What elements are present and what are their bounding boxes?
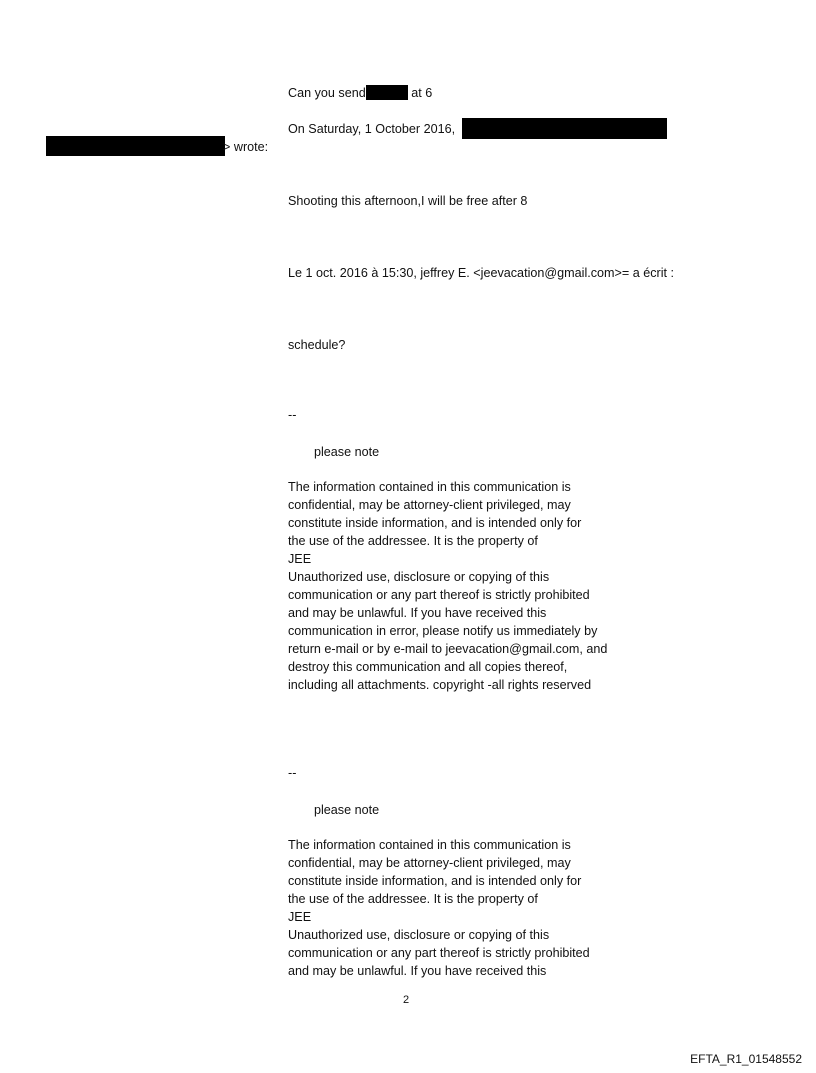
disclaimer-line: constitute inside information, and is intended only for (288, 874, 582, 888)
disclaimer-line: confidential, may be attorney-client privileged, may (288, 856, 571, 870)
message-schedule: schedule? (288, 338, 346, 352)
page-number: 2 (403, 994, 410, 1006)
disclaimer-line: and may be unlawful. If you have received this (288, 606, 547, 620)
disclaimer-body (288, 836, 590, 980)
reply-header-wrote: > wrote: (223, 140, 269, 154)
signature-separator: -- (288, 766, 297, 780)
disclaimer-line: The information contained in this communication is (288, 838, 571, 852)
disclaimer-line: constitute inside information, and is intended only for (288, 516, 582, 530)
disclaimer-heading: please note (314, 803, 380, 817)
redaction-box (366, 85, 408, 100)
disclaimer-line: JEE (288, 552, 312, 566)
disclaimer-line: the use of the addressee. It is the property of (288, 534, 538, 548)
disclaimer-line: return e-mail or by e-mail to jeevacation@gmail.com, and (288, 642, 608, 656)
disclaimer-line: including all attachments. copyright -all rights reserved (288, 678, 592, 692)
disclaimer-line: Unauthorized use, disclosure or copying of this (288, 570, 550, 584)
disclaimer-line: communication or any part thereof is strictly prohibited (288, 588, 590, 602)
disclaimer-line: The information contained in this communication is (288, 480, 571, 494)
signature-separator: -- (288, 408, 297, 422)
disclaimer-line: and may be unlawful. If you have received this (288, 964, 547, 978)
disclaimer-line: destroy this communication and all copies thereof, (288, 660, 568, 674)
bates-stamp: EFTA_R1_01548552 (690, 1052, 802, 1066)
email-line-request (288, 84, 432, 102)
disclaimer-line: Unauthorized use, disclosure or copying of this (288, 928, 550, 942)
disclaimer-line: JEE (288, 910, 312, 924)
message-shooting: Shooting this afternoon,I will be free after 8 (288, 194, 528, 208)
redaction-box-sender-email (46, 136, 225, 156)
disclaimer-line: the use of the addressee. It is the property of (288, 892, 538, 906)
disclaimer-line: communication in error, please notify us immediately by (288, 624, 598, 638)
disclaimer-line: confidential, may be attorney-client privileged, may (288, 498, 571, 512)
reply-header (288, 120, 455, 138)
disclaimer-heading: please note (314, 445, 380, 459)
redaction-box-sender-name (462, 118, 667, 139)
reply-header-prefix: On Saturday, 1 October 2016, (288, 122, 456, 136)
quote-header: Le 1 oct. 2016 à 15:30, jeffrey E. <jeevacation@gmail.com>= a écrit : (288, 266, 675, 280)
disclaimer-line: communication or any part thereof is strictly prohibited (288, 946, 590, 960)
disclaimer-body (288, 478, 607, 694)
request-prefix: Can you send (288, 86, 366, 100)
request-suffix: at 6 (411, 86, 433, 100)
